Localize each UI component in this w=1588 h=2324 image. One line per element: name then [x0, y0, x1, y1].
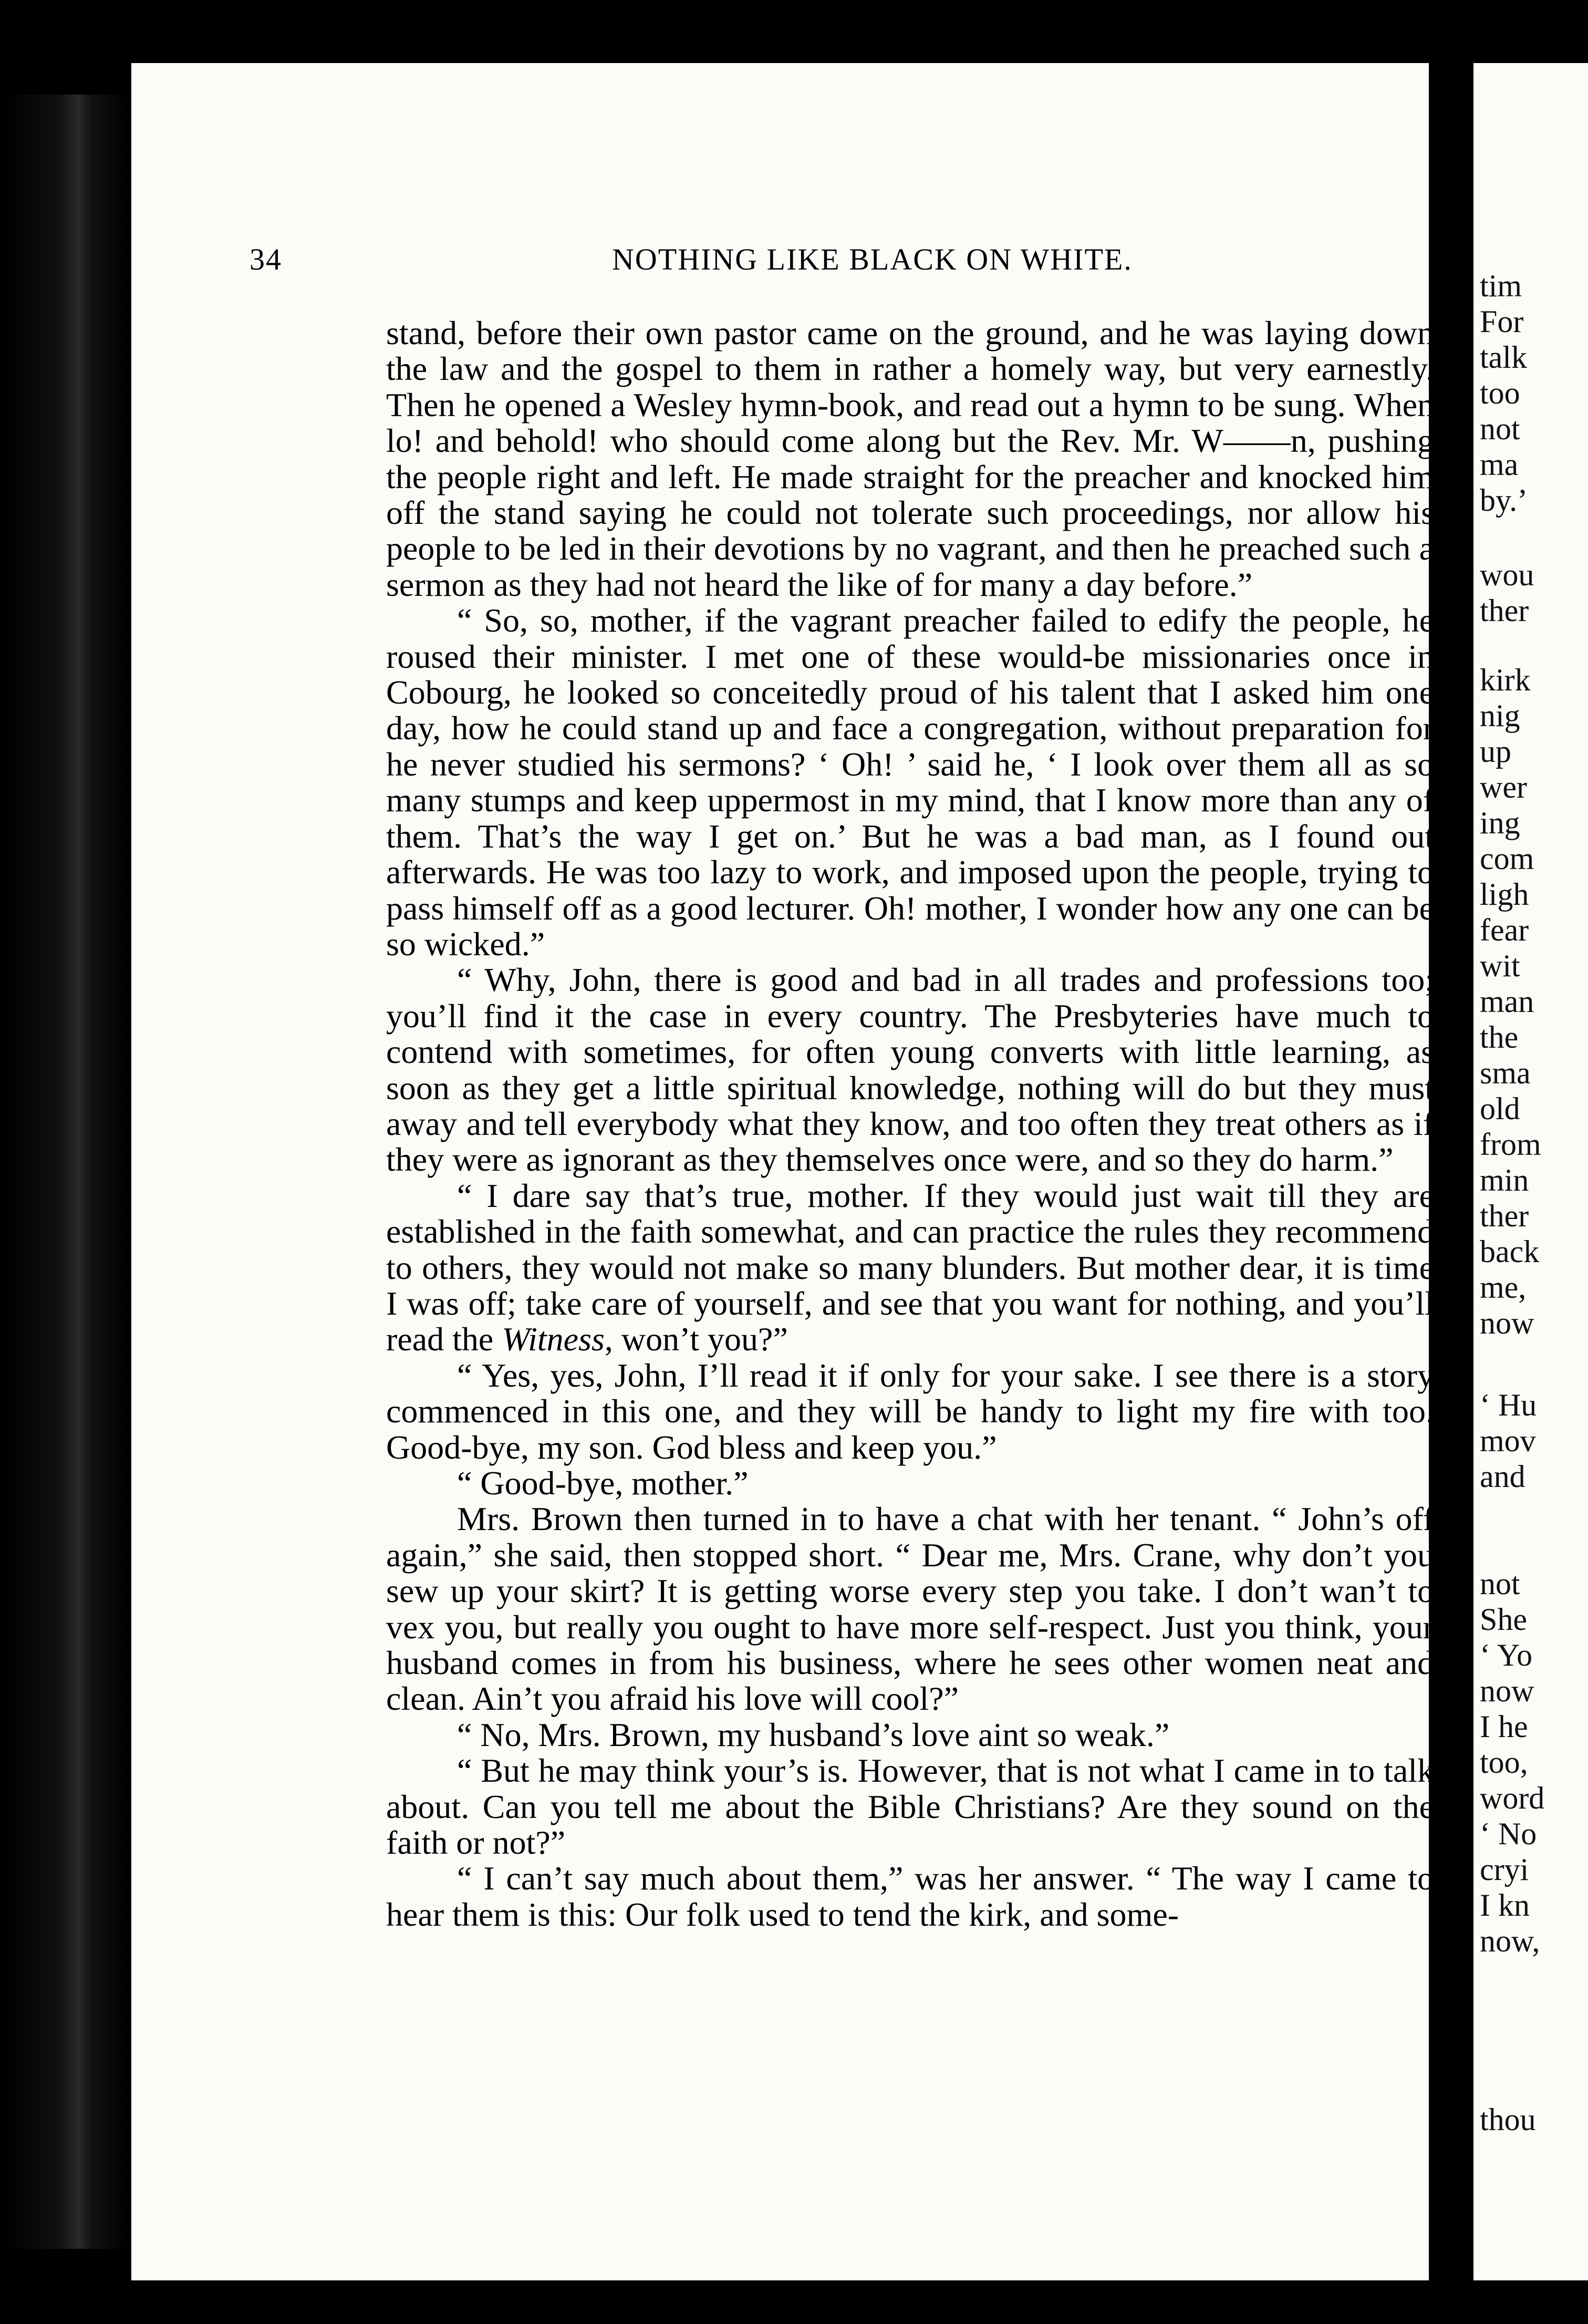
- facing-page-fragment: wit: [1480, 948, 1520, 983]
- running-title: NOTHING LIKE BLACK ON WHITE.: [612, 242, 1133, 276]
- body-text: [386, 315, 1434, 1933]
- facing-page-fragment: I he: [1480, 1709, 1528, 1744]
- facing-page-fragment: tim: [1480, 268, 1522, 303]
- paragraph: “ I can’t say much about them,” was her answer. “ The way I came to hear them is this: Our folk used to tend the kirk, and some-: [386, 1860, 1434, 1933]
- facing-page-edge: [1473, 63, 1588, 2280]
- facing-page-fragment: not: [1480, 411, 1520, 446]
- paragraph: “ No, Mrs. Brown, my husband’s love aint so weak.”: [457, 1716, 1170, 1753]
- facing-page-fragment: ther: [1480, 1199, 1529, 1233]
- facing-page-fragment: ‘ Hu: [1480, 1388, 1537, 1422]
- facing-page-fragment: wer: [1480, 770, 1527, 804]
- facing-page-fragment: up: [1480, 734, 1511, 769]
- facing-page-fragment: ma: [1480, 447, 1519, 482]
- paragraph: “ But he may think your’s is. However, that is not what I came in to talk about. Can you tell me about the Bible Christians? Are they sound on the faith or not?”: [386, 1752, 1434, 1862]
- facing-page-fragment: back: [1480, 1234, 1540, 1269]
- facing-page-fragment: ‘ No: [1480, 1816, 1537, 1851]
- facing-page-fragment: talk: [1480, 340, 1527, 375]
- facing-page-fragment: the: [1480, 1020, 1519, 1055]
- publication-title: Witness: [502, 1320, 605, 1358]
- facing-page-fragment: min: [1480, 1163, 1529, 1197]
- facing-page-fragment: I kn: [1480, 1888, 1530, 1923]
- page-gutter: [1429, 63, 1471, 2280]
- paragraph: stand, before their own pastor came on the ground, and he was laying down the law and the gospel to them in rather a homely way, but very earnestly. Then he opened a Wesley hymn-book, and read out a hymn to be sung. When lo! and behold! who should come along but the Rev. Mr. W——n, pushing the people right and left. He made straight for the preacher and knocked him off the stand saying he could not tolerate such proceedings, nor allow his people to be led in their devotions by no vagrant, and then he preached such a sermon as they had not heard the like of for many a day before.”: [386, 314, 1434, 603]
- facing-page-fragment: ther: [1480, 593, 1529, 628]
- facing-page-fragment: from: [1480, 1127, 1541, 1162]
- facing-page-fragment: and: [1480, 1459, 1525, 1494]
- facing-page-fragment: ing: [1480, 805, 1520, 840]
- facing-page-fragment: now,: [1480, 1924, 1540, 1958]
- facing-page-fragment: ‘ Yo: [1480, 1638, 1533, 1672]
- facing-page-fragment: thou: [1480, 2102, 1536, 2137]
- facing-page-fragment: She: [1480, 1602, 1527, 1637]
- facing-page-fragment: wou: [1480, 557, 1534, 592]
- paragraph: “ Why, John, there is good and bad in all trades and professions too; you’ll find it the case in every country. The Presbyteries have much to contend with sometimes, for often young converts with little learning, as soon as they get a little spiritual knowledge, nothing will do but they must away and tell everybody what they know, and too often they treat others as if they were as ignorant as they themselves once were, and so they do harm.”: [386, 961, 1434, 1179]
- facing-page-fragment: nig: [1480, 698, 1520, 733]
- facing-page-fragment: old: [1480, 1091, 1520, 1126]
- facing-page-fragment: too: [1480, 376, 1520, 410]
- facing-page-fragment: kirk: [1480, 663, 1531, 697]
- facing-page-fragment: now: [1480, 1306, 1534, 1340]
- facing-page-fragment: For: [1480, 304, 1524, 339]
- paragraph: Mrs. Brown then turned in to have a chat with her tenant. “ John’s off again,” she said, then stopped short. “ Dear me, Mrs. Crane, why don’t you sew up your skirt? It is getting worse every step you take. I don’t wan’t to vex you, but really you ought to have more self-respect. Just you think, your husband comes in from his business, where he sees other women neat and clean. Ain’t you afraid his love will cool?”: [386, 1500, 1434, 1718]
- facing-page-fragment: fear: [1480, 913, 1529, 947]
- facing-page-fragment: too,: [1480, 1745, 1528, 1780]
- facing-page-fragment: com: [1480, 841, 1534, 876]
- facing-page-fragment: mov: [1480, 1423, 1536, 1458]
- facing-page-fragment: not: [1480, 1566, 1520, 1601]
- facing-page-fragment: by.’: [1480, 483, 1528, 518]
- facing-page-fragment: cryi: [1480, 1852, 1529, 1887]
- facing-page-fragment: word: [1480, 1781, 1545, 1815]
- facing-page-fragment: sma: [1480, 1056, 1531, 1090]
- paragraph: “ Good-bye, mother.”: [457, 1464, 749, 1502]
- facing-page-fragment: man: [1480, 984, 1534, 1019]
- facing-page-fragment: now: [1480, 1674, 1534, 1708]
- paragraph: “ So, so, mother, if the vagrant preacher failed to edify the people, he roused their minister. I met one of these would-be missionaries once in Cobourg, he looked so conceitedly proud of his talent that I asked him one day, how he could stand up and face a congregation, without preparation for he never studied his sermons? ‘ Oh! ’ said he, ‘ I look over them all as so many stumps and keep uppermost in my mind, that I know more than any of them. That’s the way I get on.’ But he was a bad man, as I found out afterwards. He was too lazy to work, and imposed upon the people, trying to pass himself off as a good lecturer. Oh! mother, I wonder how any one can be so wicked.”: [386, 602, 1434, 963]
- facing-page-fragment: ligh: [1480, 877, 1529, 912]
- paragraph: “ Yes, yes, John, I’ll read it if only for your sake. I see there is a story commenced in this one, and they will be handy to light my fire with too. Good-bye, my son. God bless and keep you.”: [386, 1356, 1434, 1466]
- paragraph: “ I dare say that’s true, mother. If they would just wait till they are established in the faith somewhat, and can practice the rules they recommend to others, they would not make so many blunders. But mother dear, it is time I was off; take care of yourself, and see that you want for nothing, and you’ll read the Witness, won’t you?”: [386, 1176, 1434, 1358]
- page-header: [250, 242, 1431, 284]
- scan-left-margin: [0, 95, 131, 2249]
- facing-page-fragment: me,: [1480, 1270, 1527, 1305]
- page-number: 34: [250, 242, 282, 276]
